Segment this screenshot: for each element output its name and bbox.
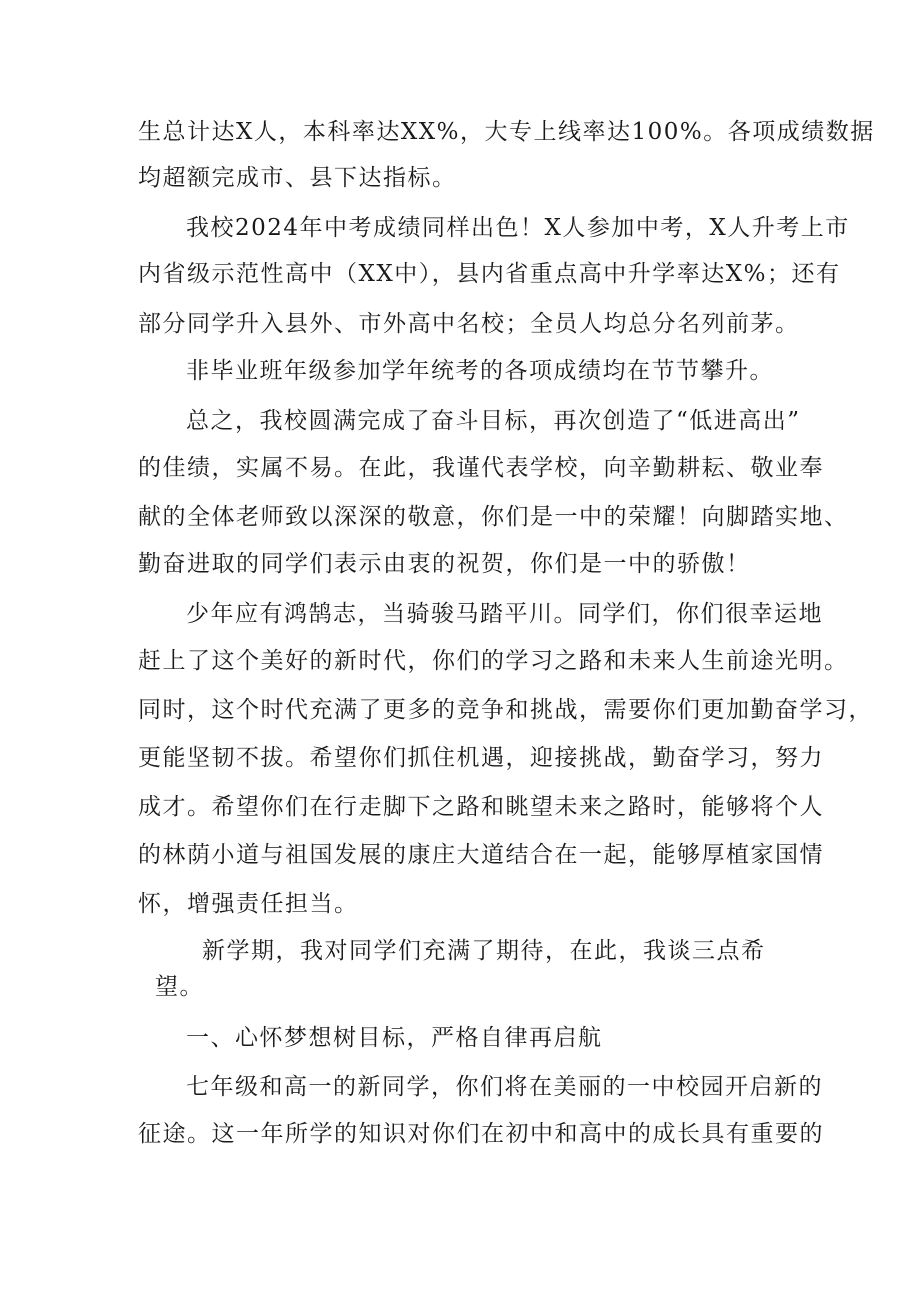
text-line: 七年级和高一的新同学，你们将在美丽的一中校园开启新的	[186, 1074, 823, 1100]
text-line: 更能坚韧不拔。希望你们抓住机遇，迎接挑战，勤奋学习，努力	[138, 745, 824, 771]
text-line: 均超额完成市、县下达指标。	[138, 165, 457, 191]
text-line: 非毕业班年级参加学年统考的各项成绩均在节节攀升。	[186, 358, 774, 384]
text-line: 勤奋进取的同学们表示由衷的祝贺，你们是一中的骄傲！	[138, 551, 751, 577]
text-line: 的佳绩，实属不易。在此，我谨代表学校，向辛勤耕耘、敬业奉	[138, 455, 824, 481]
text-line: 征途。这一年所学的知识对你们在初中和高中的成长具有重要的	[138, 1121, 824, 1147]
text-line: 少年应有鸿鹄志，当骑骏马踏平川。同学们，你们很幸运地	[186, 601, 823, 627]
text-line: 总之，我校圆满完成了奋斗目标，再次创造了“低进高出”	[186, 408, 801, 434]
text-line: 赶上了这个美好的新时代，你们的学习之路和未来人生前途光明。	[138, 648, 849, 674]
text-line: 生总计达X人，本科率达XX%，大专上线率达100%。各项成绩数据	[138, 119, 875, 145]
text-line: 同时，这个时代充满了更多的竞争和挑战，需要你们更加勤奋学习，	[138, 697, 873, 723]
text-line: 怀，增强责任担当。	[138, 891, 359, 917]
text-line: 内省级示范性高中（XX中），县内省重点高中升学率达X%；还有	[138, 261, 841, 287]
text-line: 的林荫小道与祖国发展的康庄大道结合在一起，能够厚植家国情	[138, 842, 824, 868]
text-line: 我校2024年中考成绩同样出色！X人参加中考，X人升考上市	[186, 215, 850, 241]
text-line: 成才。希望你们在行走脚下之路和眺望未来之路时，能够将个人	[138, 794, 824, 820]
section-heading: 一、心怀梦想树目标，严格自律再启航	[186, 1025, 603, 1051]
text-line: 新学期，我对同学们充满了期待，在此，我谈三点希	[202, 938, 766, 964]
text-line: 望。	[155, 974, 204, 1000]
text-line: 献的全体老师致以深深的敬意，你们是一中的荣耀！向脚踏实地、	[138, 504, 849, 530]
text-line: 部分同学升入县外、市外高中名校；全员人均总分名列前茅。	[138, 311, 800, 337]
